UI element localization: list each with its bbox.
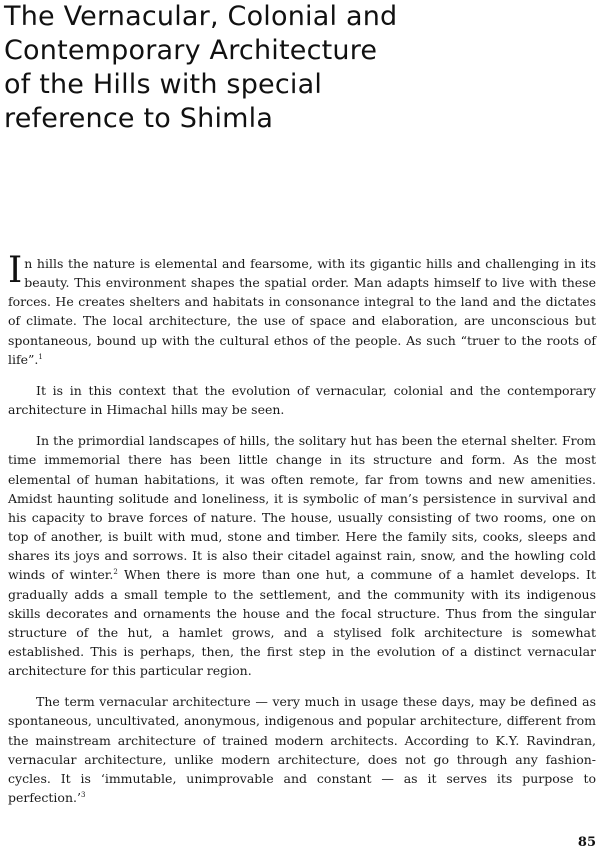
- chapter-title-line: reference to Shimla: [4, 103, 274, 134]
- drop-cap: I: [8, 250, 23, 291]
- footnote-ref: 3: [80, 790, 86, 799]
- paragraph-text: When there is more than one hut, a commune of a hamlet develops. It gradually adds a small temple to the settlement, and the community with its indigenous skills decorates and ornaments the house and the focal structure. Thus from the singular structure of the hut, a hamlet grows, and a stylised folk architecture is somewhat established. This is perhaps, then, the first step in the evolution of a distinct vernacular architecture for this particular region.: [8, 567, 596, 679]
- footnote-ref: 1: [38, 352, 43, 361]
- chapter-body: [8, 250, 596, 807]
- paragraph-2: [8, 381, 596, 419]
- paragraph-3: [8, 431, 596, 680]
- paragraph-text: The term vernacular architecture — very much in usage these days, may be defined as spontaneous, uncultivated, anonymous, indigenous and popular architecture, different from the mainstream architecture of trained modern architects. According to K.Y. Ravindran, vernacular architecture, unlike modern architecture, does not go through any fashion-cycles. It is ‘immutable, unimprovable and constant — as it serves its purpose to perfection.’: [8, 694, 596, 806]
- paragraph-1: [8, 250, 596, 369]
- paragraph-text: It is in this context that the evolution of vernacular, colonial and the contemporary architecture in Himachal hills may be seen.: [8, 382, 596, 418]
- paragraph-4: [8, 692, 596, 807]
- chapter-title-line: The Vernacular, Colonial and: [4, 1, 398, 32]
- chapter-title-line: of the Hills with special: [4, 69, 323, 100]
- paragraph-text: In the primordial landscapes of hills, the solitary hut has been the eternal shelter. From time immemorial there has been little change in its structure and form. As the most elemental of human habitations, it was often remote, far from towns and new amenities. Amidst haunting solitude and loneliness, it is symbolic of man’s persistence in survival and his capacity to brave forces of nature. The house, usually consisting of two rooms, one on top of another, is built with mud, stone and timber. Here the family sits, cooks, sleeps and shares its joys and sorrows. It is also their citadel against rain, snow, and the howling cold winds of winter.: [8, 433, 596, 583]
- paragraph-text: n hills the nature is elemental and fearsome, with its gigantic hills and challenging in its beauty. This environment shapes the spatial order. Man adapts himself to live with these forces. He creates shelters and habitats in consonance integral to the land and the dictates of climate. The local architecture, the use of space and elaboration, are unconscious but spontaneous, bound up with the cultural ethos of the people. As such “truer to the roots of life”.: [8, 256, 596, 367]
- footnote-ref: 2: [113, 568, 118, 577]
- chapter-title: [4, 0, 444, 136]
- chapter-title-line: Contemporary Architecture: [4, 35, 378, 66]
- page-number: 85: [577, 835, 596, 850]
